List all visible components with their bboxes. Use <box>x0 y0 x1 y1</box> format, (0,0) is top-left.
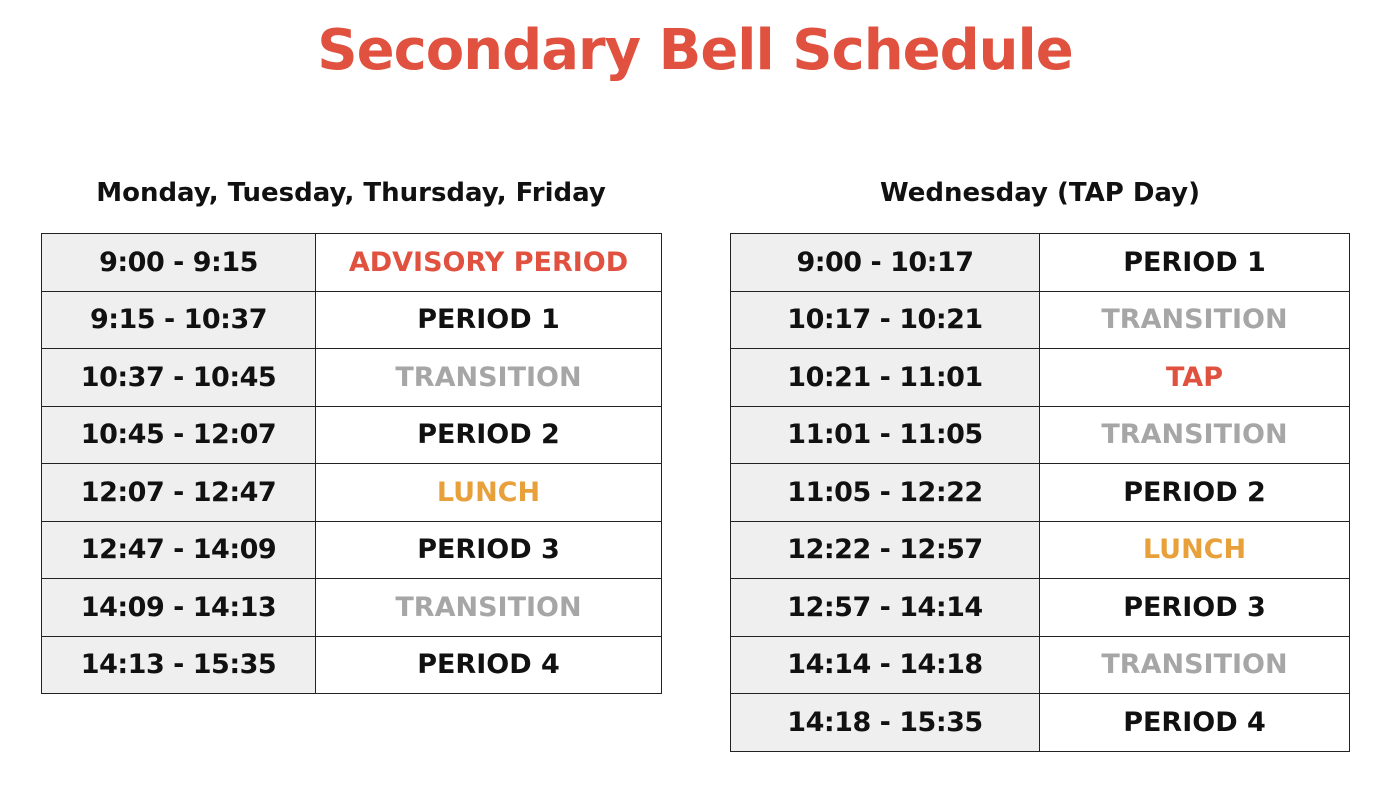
time-range-cell: 9:00 - 10:17 <box>731 234 1040 292</box>
regular-schedule-body <box>42 234 662 694</box>
regular-days-heading: Monday, Tuesday, Thursday, Friday <box>96 178 606 208</box>
time-range-cell: 14:14 - 14:18 <box>731 636 1040 694</box>
period-label-cell: ADVISORY PERIOD <box>316 234 662 292</box>
time-range-cell: 12:07 - 12:47 <box>42 464 316 522</box>
page-title: Secondary Bell Schedule <box>317 18 1073 83</box>
period-label-cell: LUNCH <box>316 464 662 522</box>
time-range-cell: 12:57 - 14:14 <box>731 579 1040 637</box>
schedule-row <box>42 291 662 349</box>
time-range-cell: 12:22 - 12:57 <box>731 521 1040 579</box>
wednesday-heading: Wednesday (TAP Day) <box>880 178 1200 208</box>
time-range-cell: 12:47 - 14:09 <box>42 521 316 579</box>
period-label-cell: PERIOD 3 <box>1040 579 1350 637</box>
time-range-cell: 9:00 - 9:15 <box>42 234 316 292</box>
schedule-row <box>42 521 662 579</box>
time-range-cell: 11:01 - 11:05 <box>731 406 1040 464</box>
schedule-row <box>42 579 662 637</box>
schedule-row <box>731 579 1350 637</box>
wednesday-schedule-body <box>731 234 1350 752</box>
schedule-row <box>42 349 662 407</box>
schedule-row <box>731 234 1350 292</box>
time-range-cell: 10:45 - 12:07 <box>42 406 316 464</box>
time-range-cell: 14:13 - 15:35 <box>42 636 316 694</box>
period-label-cell: PERIOD 1 <box>316 291 662 349</box>
schedule-row <box>731 406 1350 464</box>
schedule-row <box>731 464 1350 522</box>
period-label-cell: TRANSITION <box>1040 291 1350 349</box>
period-label-cell: TRANSITION <box>1040 406 1350 464</box>
period-label-cell: TRANSITION <box>1040 636 1350 694</box>
period-label-cell: PERIOD 2 <box>316 406 662 464</box>
period-label-cell: PERIOD 4 <box>316 636 662 694</box>
time-range-cell: 14:09 - 14:13 <box>42 579 316 637</box>
wednesday-schedule-table <box>730 233 1350 752</box>
schedule-row <box>731 521 1350 579</box>
time-range-cell: 11:05 - 12:22 <box>731 464 1040 522</box>
period-label-cell: LUNCH <box>1040 521 1350 579</box>
schedule-row <box>42 464 662 522</box>
period-label-cell: TRANSITION <box>316 579 662 637</box>
time-range-cell: 10:21 - 11:01 <box>731 349 1040 407</box>
period-label-cell: PERIOD 2 <box>1040 464 1350 522</box>
time-range-cell: 10:17 - 10:21 <box>731 291 1040 349</box>
schedule-row <box>731 636 1350 694</box>
schedule-row <box>42 636 662 694</box>
period-label-cell: TAP <box>1040 349 1350 407</box>
time-range-cell: 14:18 - 15:35 <box>731 694 1040 752</box>
schedule-row <box>731 291 1350 349</box>
schedule-row <box>42 406 662 464</box>
period-label-cell: PERIOD 3 <box>316 521 662 579</box>
period-label-cell: TRANSITION <box>316 349 662 407</box>
time-range-cell: 10:37 - 10:45 <box>42 349 316 407</box>
schedule-row <box>731 349 1350 407</box>
schedule-row <box>42 234 662 292</box>
period-label-cell: PERIOD 1 <box>1040 234 1350 292</box>
regular-schedule-table <box>41 233 662 694</box>
schedule-row <box>731 694 1350 752</box>
period-label-cell: PERIOD 4 <box>1040 694 1350 752</box>
time-range-cell: 9:15 - 10:37 <box>42 291 316 349</box>
